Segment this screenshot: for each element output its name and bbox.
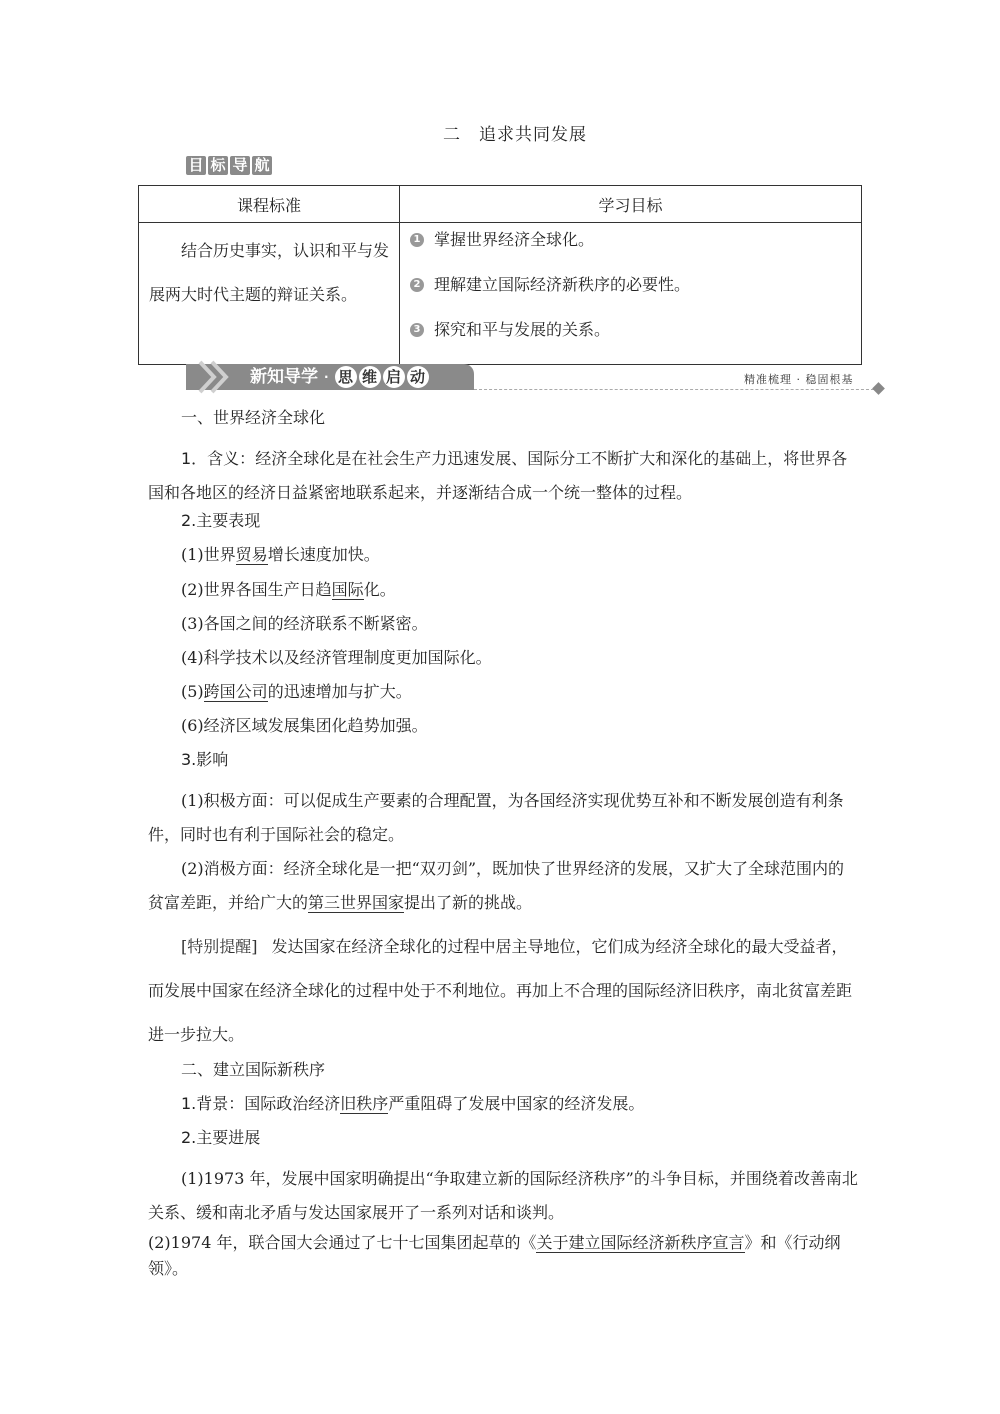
definition-text: 经济全球化是在社会生产力迅速发展、国际分工不断扩大和深化的基础上，将世界各国和各地区的经济日益紧密地联系起来，并逐渐结合成一个统一整体的过程。: [148, 449, 848, 502]
banner-subtitle: 精准梳理 · 稳固根基: [744, 373, 854, 386]
objective-item: [410, 319, 861, 364]
banner-dot: ·: [324, 370, 329, 384]
background-label: 1.背景：: [181, 1094, 245, 1113]
header-objectives: 学习目标: [400, 186, 862, 223]
banner-circle-char: 维: [359, 366, 381, 388]
feature-item: (2)世界各国生产日趋国际化。: [181, 580, 396, 599]
objective-item: [410, 229, 861, 274]
section-title: 追求共同发展: [479, 125, 587, 145]
definition-paragraph: [148, 442, 860, 510]
special-note: [148, 925, 860, 1057]
underlined-term: 跨国公司: [203, 682, 268, 701]
impact-negative: (2)消极方面：经济全球化是一把“双刃剑”，既加快了世界经济的发展，又扩大了全球范围内的贫富差距，并给广大的第三世界国家提出了新的挑战。: [148, 859, 845, 912]
number-circle-icon: 2: [410, 278, 424, 292]
section-number: 二: [443, 125, 461, 145]
page-title: [0, 120, 1000, 145]
badge-char: 目: [186, 156, 206, 175]
objective-text: 掌握世界经济全球化。: [434, 230, 595, 249]
feature-item: (1)世界贸易增长速度加快。: [181, 545, 380, 564]
number-circle-icon: 3: [410, 323, 424, 337]
feature-item: (6)经济区域发展集团化趋势加强。: [181, 716, 428, 735]
heading-main-features: 2.主要表现: [181, 511, 261, 530]
dashed-divider: [474, 389, 874, 390]
heading-progress: 2.主要进展: [181, 1128, 261, 1147]
objective-text: 探究和平与发展的关系。: [434, 320, 611, 339]
badge-char: 标: [208, 156, 228, 175]
underlined-term: 旧秩序: [340, 1094, 389, 1113]
impact-positive: (1)积极方面：可以促成生产要素的合理配置，为各国经济实现优势互补和不断发展创造有利条件，同时也有利于国际社会的稳定。: [148, 791, 844, 844]
feature-item: (5)跨国公司的迅速增加与扩大。: [181, 682, 412, 701]
number-circle-icon: 1: [410, 233, 424, 247]
feature-item: (3)各国之间的经济联系不断紧密。: [181, 614, 428, 633]
underlined-term: 关于建立国际经济新秩序宣言: [536, 1233, 745, 1252]
underlined-term: 贸易: [235, 545, 268, 564]
diamond-icon: [872, 382, 885, 395]
progress-item-1973: (1)1973 年，发展中国家明确提出“争取建立新的国际经济秩序”的斗争目标，并围绕着改善南北关系、缓和南北矛盾与发达国家展开了一系列对话和谈判。: [148, 1169, 858, 1222]
objective-item: [410, 274, 861, 319]
double-chevron-icon: [196, 360, 236, 394]
note-tag: [特别提醒]: [181, 937, 258, 956]
definition-label: 1．含义：: [181, 449, 256, 468]
note-text: 发达国家在经济全球化的过程中居主导地位，它们成为经济全球化的最大受益者，而发展中国家在经济全球化的过程中处于不利地位。再加上不合理的国际经济旧秩序，南北贫富差距进一步拉大。: [148, 937, 853, 1044]
banner-circle-char: 动: [407, 366, 429, 388]
standard-cell: 结合历史事实，认识和平与发展两大时代主题的辩证关系。: [139, 223, 400, 365]
banner-left-text: 新知导学: [250, 367, 318, 387]
background-paragraph: 1.背景：国际政治经济旧秩序严重阻碍了发展中国家的经济发展。: [181, 1094, 645, 1113]
underlined-term: 第三世界国家: [308, 893, 405, 912]
heading-globalization: 一、世界经济全球化: [181, 408, 326, 427]
goal-navigation-badge: [186, 156, 272, 175]
underlined-term: 国际: [331, 580, 364, 599]
badge-char: 导: [230, 156, 250, 175]
objectives-cell: [400, 223, 862, 365]
banner-circle-char: 启: [383, 366, 405, 388]
goal-table: [138, 185, 862, 365]
banner-title: [250, 365, 431, 389]
objective-text: 理解建立国际经济新秩序的必要性。: [434, 275, 691, 294]
progress-item-1974: (2)1974 年，联合国大会通过了七十七国集团起草的《关于建立国际经济新秩序宣言》和《行动纲领》。: [148, 1233, 841, 1278]
header-standard: 课程标准: [139, 186, 400, 223]
heading-new-order: 二、建立国际新秩序: [181, 1060, 326, 1079]
banner-circle-char: 思: [335, 366, 357, 388]
badge-char: 航: [252, 156, 272, 175]
heading-impact: 3.影响: [181, 750, 229, 769]
feature-item: (4)科学技术以及经济管理制度更加国际化。: [181, 648, 492, 667]
